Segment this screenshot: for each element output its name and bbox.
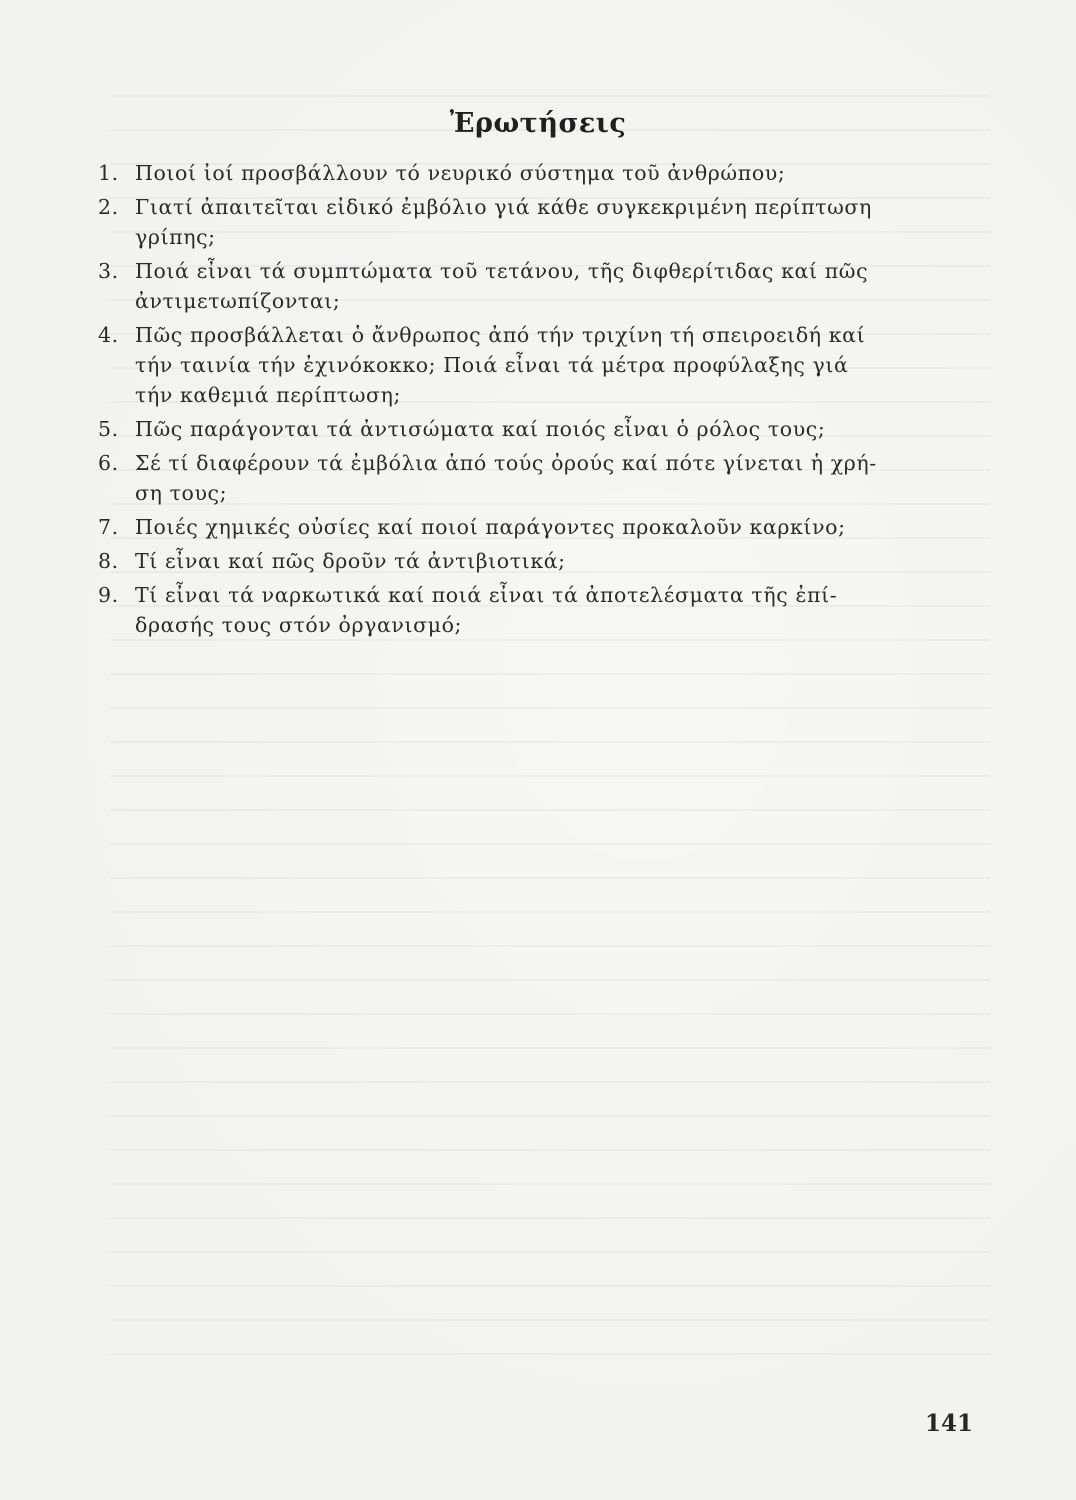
question-text-line: Τί εἶναι καί πῶς δροῦν τά ἀντιβιοτικά; [135, 549, 566, 573]
question-item [98, 320, 958, 410]
question-text-line: δρασής τους στόν ὀργανισμό; [135, 613, 463, 637]
question-item [98, 546, 958, 576]
question-number: 8. [98, 549, 119, 573]
question-number: 6. [98, 451, 119, 475]
question-text-line: Πῶς παράγονται τά ἀντισώματα καί ποιός εἶναι ὁ ρόλος τους; [135, 417, 826, 441]
question-item [98, 158, 958, 188]
question-item [98, 256, 958, 316]
question-number: 2. [98, 195, 119, 219]
question-text-line: τήν ταινία τήν ἐχινόκοκκο; Ποιά εἶναι τά μέτρα προφύλαξης γιά [135, 353, 849, 377]
question-number: 5. [98, 417, 119, 441]
question-text-line: Πῶς προσβάλλεται ὁ ἄνθρωπος ἀπό τήν τριχίνη τή σπειροειδή καί [135, 323, 866, 347]
question-number: 7. [98, 515, 119, 539]
question-number: 1. [98, 161, 119, 185]
question-number: 9. [98, 583, 119, 607]
question-text-line: ἀντιμετωπίζονται; [135, 289, 341, 313]
question-item [98, 512, 958, 542]
question-text-line: Ποιά εἶναι τά συμπτώματα τοῦ τετάνου, τῆς διφθερίτιδας καί πῶς [135, 259, 869, 283]
question-text-line: τήν καθεμιά περίπτωση; [135, 383, 402, 407]
question-text-line: ση τους; [135, 481, 228, 505]
question-item [98, 580, 958, 640]
page-title: Ἐρωτήσεις [449, 108, 627, 139]
question-item [98, 414, 958, 444]
page-number: 141 [925, 1410, 974, 1437]
question-text-line: Ποιοί ἰοί προσβάλλουν τό νευρικό σύστημα τοῦ ἀνθρώπου; [135, 161, 786, 185]
question-item [98, 192, 958, 252]
question-item [98, 448, 958, 508]
question-number: 3. [98, 259, 119, 283]
question-text-line: Σέ τί διαφέρουν τά ἐμβόλια ἀπό τούς ὀρούς καί πότε γίνεται ἡ χρή- [135, 451, 877, 475]
question-text-line: Ποιές χημικές οὐσίες καί ποιοί παράγοντες προκαλοῦν καρκίνο; [135, 515, 846, 539]
question-text-line: γρίπης; [135, 225, 216, 249]
question-text-line: Γιατί ἀπαιτεῖται εἰδικό ἐμβόλιο γιά κάθε συγκεκριμένη περίπτωση [135, 195, 872, 219]
question-text-line: Τί εἶναι τά ναρκωτικά καί ποιά εἶναι τά ἀποτελέσματα τῆς ἐπί- [135, 583, 838, 607]
questions-list [98, 158, 958, 644]
question-number: 4. [98, 323, 119, 347]
